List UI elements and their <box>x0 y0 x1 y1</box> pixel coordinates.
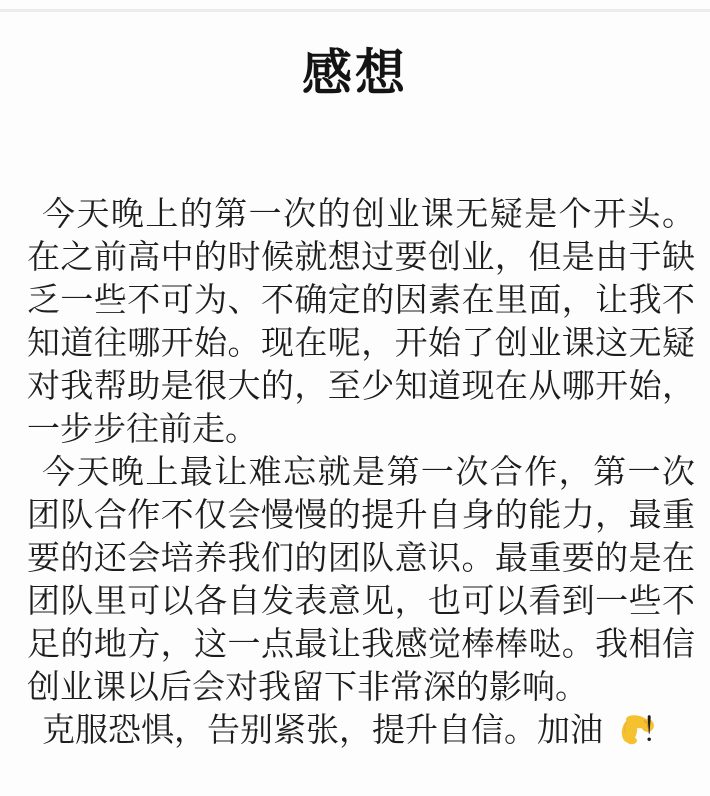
paragraph-1: 今天晚上的第一次的创业课无疑是个开头。在之前高中的时候就想过要创业，但是由于缺乏一些不可为、不确定的因素在里面，让我不知道往哪开始。现在呢，开始了创业课这无疑对我帮助是很大的，至少知道现在从哪开始，一步步往前走。 <box>27 195 695 447</box>
paragraph-3 <box>27 708 695 751</box>
paragraph-3-text: 克服恐惧，告别紧张，提升自信。加油 <box>42 711 603 748</box>
paragraph-2: 今天晚上最让难忘就是第一次合作，第一次团队合作不仅会慢慢的提升自身的能力，最重要的还会培养我们的团队意识。最重要的是在团队里可以各自发表意见，也可以看到一些不足的地方，这一点最让我感觉棒棒哒。我相信创业课以后会对我留下非常深的影响。 <box>27 453 695 705</box>
flexed-biceps-emoji-icon <box>604 712 640 748</box>
document-body <box>0 192 710 751</box>
paragraph-3-exclamation: ！ <box>641 711 674 748</box>
document-title: 感想 <box>302 45 408 101</box>
top-divider <box>0 9 710 12</box>
